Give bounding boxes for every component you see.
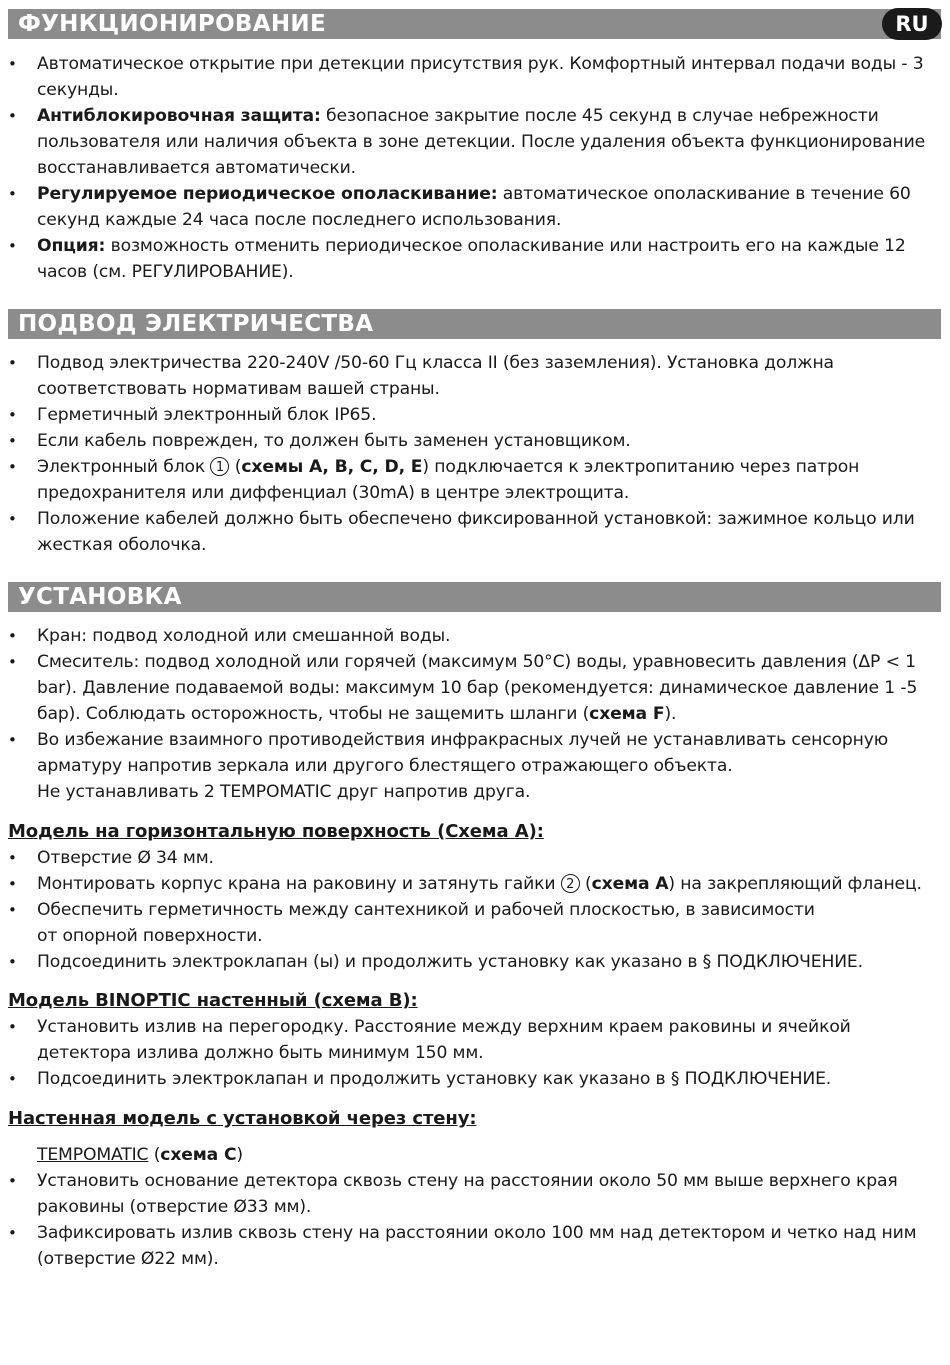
item-text: возможность отменить периодическое ополаскивание или настроить его на каждые 12 часов (см. РЕГУЛИРОВАНИЕ). [37,236,906,282]
subheading-horizontal-model: Модель на горизонтальную поверхность (Схема A): [8,821,544,842]
list-item [8,1220,942,1272]
list-item [8,1168,942,1220]
item-text: безопасное закрытие после 45 секунд в случае небрежности пользователя или наличия объекта в зоне детекции. После удаления объекта функционирование восстанавливается автоматически. [37,106,926,178]
item-text: Герметичный электронный блок IP65. [37,405,377,425]
list-item [8,649,942,727]
list-item [8,350,942,402]
item-text: ( [229,457,242,477]
item-text: Автоматическое открытие при детекции присутствия рук. Комфортный интервал подачи воды - 3 секунды. [37,54,924,100]
item-text: ) на закрепляющий фланец. [668,874,922,894]
item-text: Установить излив на перегородку. Расстояние между верхним краем раковины и ячейкой детектора излива должно быть минимум 150 мм. [37,1017,851,1063]
list-item [8,727,942,805]
language-badge: RU [882,8,942,40]
item-label: Регулируемое периодическое ополаскивание: [37,184,498,204]
functioning-section [8,51,942,285]
circled-number-1: 1 [210,457,229,476]
item-text: Отверстие Ø 34 мм. [37,848,214,868]
item-text: от опорной поверхности. [37,926,263,946]
item-text: автоматическое ополаскивание в течение 60 секунд каждые 24 часа после последнего использования. [37,184,911,230]
item-text: Установить основание детектора сквозь стену на расстоянии около 50 мм выше верхнего края раковины (отверстие Ø33 мм). [37,1171,898,1217]
item-text: Подвод электричества 220-240V /50-60 Гц класса II (без заземления). Установка должна соответствовать нормативам вашей страны. [37,353,834,399]
list-item [8,181,942,233]
subheading-binoptic-wall: Модель BINOPTIC настенный (схема B): [8,990,418,1011]
list-item [8,623,942,649]
item-text: Зафиксировать излив сквозь стену на расстоянии около 100 мм над детектором и четко над ним (отверстие Ø22 мм). [37,1223,917,1269]
section-heading-installation: УСТАНОВКА [8,582,941,612]
item-text: Положение кабелей должно быть обеспечено фиксированной установкой: зажимное кольцо или жесткая оболочка. [37,509,915,555]
item-label: Опция: [37,236,106,256]
item-text: Не устанавливать 2 TEMPOMATIC друг напротив друга. [37,782,531,802]
item-text: ). [664,704,677,724]
list-item [8,949,942,975]
item-text: Подсоединить электроклапан (ы) и продолжить установку как указано в § ПОДКЛЮЧЕНИЕ. [37,952,863,972]
list-item [8,454,942,506]
binoptic-wall-section [8,988,942,1092]
item-text: ) подключается к электропитанию через патрон предохранителя или диффенциал (30mA) в центре электрощита. [37,457,860,503]
list-item [8,428,942,454]
installation-section [8,623,942,805]
item-text: Монтировать корпус крана на раковину и затянуть гайки [37,874,561,894]
circled-number-2: 2 [561,874,580,893]
diagram-reference: схема A [591,874,669,894]
subheading-through-wall: Настенная модель с установкой через стену: [8,1108,477,1129]
section-heading-electricity: ПОДВОД ЭЛЕКТРИЧЕСТВА [8,309,941,339]
section-heading-functioning: ФУНКЦИОНИРОВАНИЕ [8,9,941,39]
item-label: Антиблокировочная защита: [37,106,321,126]
item-text: Кран: подвод холодной или смешанной воды. [37,626,451,646]
item-text: Подсоединить электроклапан и продолжить установку как указано в § ПОДКЛЮЧЕНИЕ. [37,1069,832,1089]
diagram-reference: схема F [589,704,665,724]
list-item [8,1014,942,1066]
list-item [8,233,942,285]
model-name: TEMPOMATIC [37,1145,149,1165]
list-item [8,897,942,949]
list-item [8,1142,942,1168]
item-text: ( [148,1145,161,1165]
item-text: Во избежание взаимного противодействия инфракрасных лучей не устанавливать сенсорную арматуру напротив зеркала или другого блестящего отражающего объекта. [37,730,889,776]
through-wall-section [8,1106,942,1272]
list-item [8,1066,942,1092]
item-text: Если кабель поврежден, то должен быть заменен установщиком. [37,431,631,451]
list-item [8,845,942,871]
list-item [8,103,942,181]
item-text: ( [579,874,592,894]
item-text: Обеспечить герметичность между сантехникой и рабочей плоскостью, в зависимости [37,900,815,920]
item-text: ) [236,1145,243,1165]
list-item [8,402,942,428]
list-item [8,871,942,897]
electricity-section [8,350,942,558]
list-item [8,51,942,103]
diagram-reference: схемы A, B, C, D, E [241,457,423,477]
item-text: Электронный блок [37,457,211,477]
diagram-reference: схема C [160,1145,237,1165]
list-item [8,506,942,558]
horizontal-model-section [8,819,942,975]
item-text: Смеситель: подвод холодной или горячей (максимум 50°C) воды, уравновесить давления (ΔP < 1 bar). Давление подаваемой воды: максимум 10 бар (рекомендуется: динамическое давление 1 -5 бар). Соблюдать осторожность, чтобы не защемить шланги ( [37,652,918,724]
